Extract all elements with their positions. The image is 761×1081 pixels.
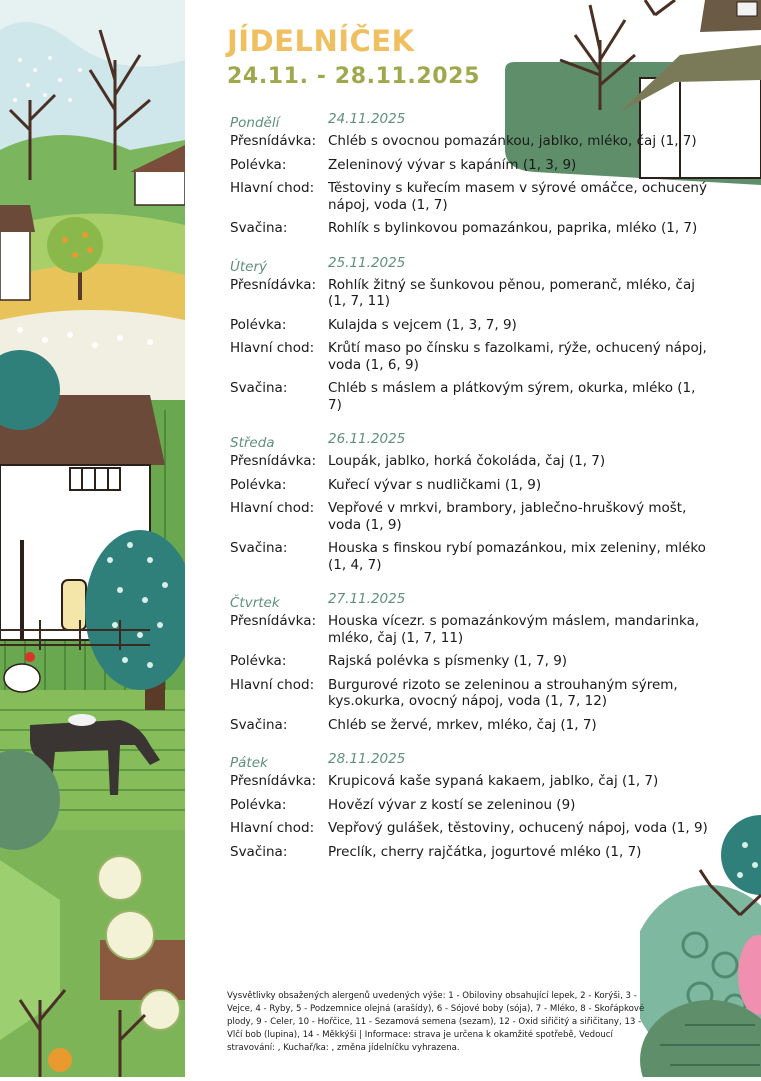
- meal-label: Svačina:: [230, 220, 288, 236]
- meal-label: Svačina:: [230, 716, 288, 733]
- meal-text: Rohlík s bylinkovou pomazánkou, paprika, mléko (1, 7): [328, 220, 698, 236]
- meal-row-snack-pm: [230, 844, 720, 861]
- meal-label: Polévka:: [230, 796, 287, 813]
- day-date: 26.11.2025: [328, 431, 406, 447]
- meal-row-soup: [230, 797, 720, 814]
- meal-row-soup: [230, 317, 720, 334]
- meal-text: Houska s finskou rybí pomazánkou, mix zeleniny, mléko (1, 4, 7): [328, 540, 706, 573]
- meal-row-soup: [230, 157, 720, 174]
- day-name: Pátek: [230, 755, 268, 771]
- meal-label: Přesnídávka:: [230, 276, 317, 293]
- meal-label: Hlavní chod:: [230, 180, 315, 196]
- meal-label: Svačina:: [230, 380, 288, 396]
- weekly-menu: [230, 111, 720, 878]
- allergen-legend: Vysvětlivky obsažených alergenů uvedených výše: 1 - Obiloviny obsahující lepek, 2 - Korýši, 3 - Vejce, 4 - Ryby, 5 - Podzemnice olejná (arašídy), 6 - Sójové boby (sója), 7 - Mléko, 8 - Skořápkové plody, 9 - Celer, 10 - Hořčice, 11 - Sezamová semena (sezam), 12 - Oxid siřičitý a siřičitany, 13 - Vlčí bob (lupina), 14 - Měkkýši | Informace: strava je určena k okamžité spotřebě, Vedoucí stravování: , Kuchař/ka: , změna jídelníčku vyhrazena.: [227, 990, 645, 1054]
- day-thursday: [230, 591, 720, 733]
- meal-label: Polévka:: [230, 156, 287, 173]
- meal-text: Houska vícezr. s pomazánkovým máslem, mandarinka, mléko, čaj (1, 7, 11): [328, 613, 700, 646]
- meal-label: Přesnídávka:: [230, 133, 317, 149]
- meal-row-soup: [230, 477, 720, 494]
- meal-text: Těstoviny s kuřecím masem v sýrové omáčce, ochucený nápoj, voda (1, 7): [328, 180, 707, 213]
- meal-text: Vepřové v mrkvi, brambory, jablečno-hruškový mošt, voda (1, 9): [328, 500, 687, 533]
- meal-text: Vepřový gulášek, těstoviny, ochucený nápoj, voda (1, 9): [328, 820, 708, 836]
- meal-label: Přesnídávka:: [230, 773, 317, 789]
- meal-text: Rohlík žitný se šunkovou pěnou, pomeranč, mléko, čaj (1, 7, 11): [328, 276, 695, 309]
- meal-row-snack-am: [230, 613, 720, 646]
- day-name: Středa: [230, 435, 275, 451]
- day-date: 27.11.2025: [328, 591, 406, 607]
- meal-label: Svačina:: [230, 843, 288, 860]
- meal-row-snack-am: [230, 773, 720, 790]
- meal-row-main: [230, 500, 720, 533]
- meal-label: Přesnídávka:: [230, 613, 317, 629]
- meal-label: Svačina:: [230, 540, 288, 556]
- meal-text: Zeleninový vývar s kapáním (1, 3, 9): [328, 156, 577, 173]
- meal-label: Hlavní chod:: [230, 820, 315, 836]
- meal-text: Chléb s máslem a plátkovým sýrem, okurka, mléko (1, 7): [328, 380, 696, 413]
- meal-label: Přesnídávka:: [230, 453, 317, 469]
- page-title: JÍDELNÍČEK: [227, 24, 415, 58]
- meal-text: Krůtí maso po čínsku s fazolkami, rýže, ochucený nápoj, voda (1, 6, 9): [328, 340, 707, 373]
- meal-label: Polévka:: [230, 476, 287, 493]
- meal-text: Krupicová kaše sypaná kakaem, jablko, čaj (1, 7): [328, 773, 659, 789]
- meal-row-main: [230, 677, 720, 710]
- meal-label: Hlavní chod:: [230, 500, 315, 516]
- meal-text: Chléb s ovocnou pomazánkou, jablko, mléko, čaj (1, 7): [328, 133, 697, 149]
- meal-row-snack-pm: [230, 220, 720, 237]
- day-name: Pondělí: [230, 115, 280, 131]
- meal-text: Rajská polévka s písmenky (1, 7, 9): [328, 653, 568, 669]
- meal-row-main: [230, 340, 720, 373]
- meal-text: Loupák, jablko, horká čokoláda, čaj (1, 7): [328, 453, 606, 469]
- meal-row-snack-pm: [230, 380, 720, 413]
- meal-text: Burgurové rizoto se zeleninou a strouhaným sýrem, kys.okurka, ovocný nápoj, voda (1, 7, 12): [328, 676, 678, 709]
- meal-label: Polévka:: [230, 653, 287, 669]
- meal-label: Polévka:: [230, 316, 287, 333]
- meal-label: Hlavní chod:: [230, 340, 315, 356]
- day-date: 24.11.2025: [328, 111, 406, 127]
- day-date: 25.11.2025: [328, 254, 406, 271]
- meal-row-soup: [230, 653, 720, 670]
- day-friday: [230, 751, 720, 860]
- meal-label: Hlavní chod:: [230, 676, 315, 693]
- day-tuesday: [230, 255, 720, 414]
- meal-row-snack-am: [230, 133, 720, 150]
- day-name: Čtvrtek: [230, 595, 280, 611]
- meal-text: Kuřecí vývar s nudličkami (1, 9): [328, 476, 542, 493]
- week-date-range: 24.11. - 28.11.2025: [227, 64, 480, 89]
- day-wednesday: [230, 431, 720, 573]
- meal-text: Preclík, cherry rajčátka, jogurtové mléko (1, 7): [328, 843, 642, 860]
- meal-text: Kulajda s vejcem (1, 3, 7, 9): [328, 316, 517, 333]
- day-monday: [230, 111, 720, 237]
- meal-row-main: [230, 820, 720, 837]
- meal-row-snack-am: [230, 277, 720, 310]
- meal-text: Chléb se žervé, mrkev, mléko, čaj (1, 7): [328, 716, 597, 733]
- meal-row-snack-pm: [230, 717, 720, 734]
- meal-row-snack-pm: [230, 540, 720, 573]
- day-date: 28.11.2025: [328, 751, 406, 767]
- meal-row-main: [230, 180, 720, 213]
- meal-row-snack-am: [230, 453, 720, 470]
- village-meadow-illustration: [0, 0, 185, 1077]
- meal-text: Hovězí vývar z kostí se zeleninou (9): [328, 796, 576, 813]
- day-name: Úterý: [230, 258, 268, 275]
